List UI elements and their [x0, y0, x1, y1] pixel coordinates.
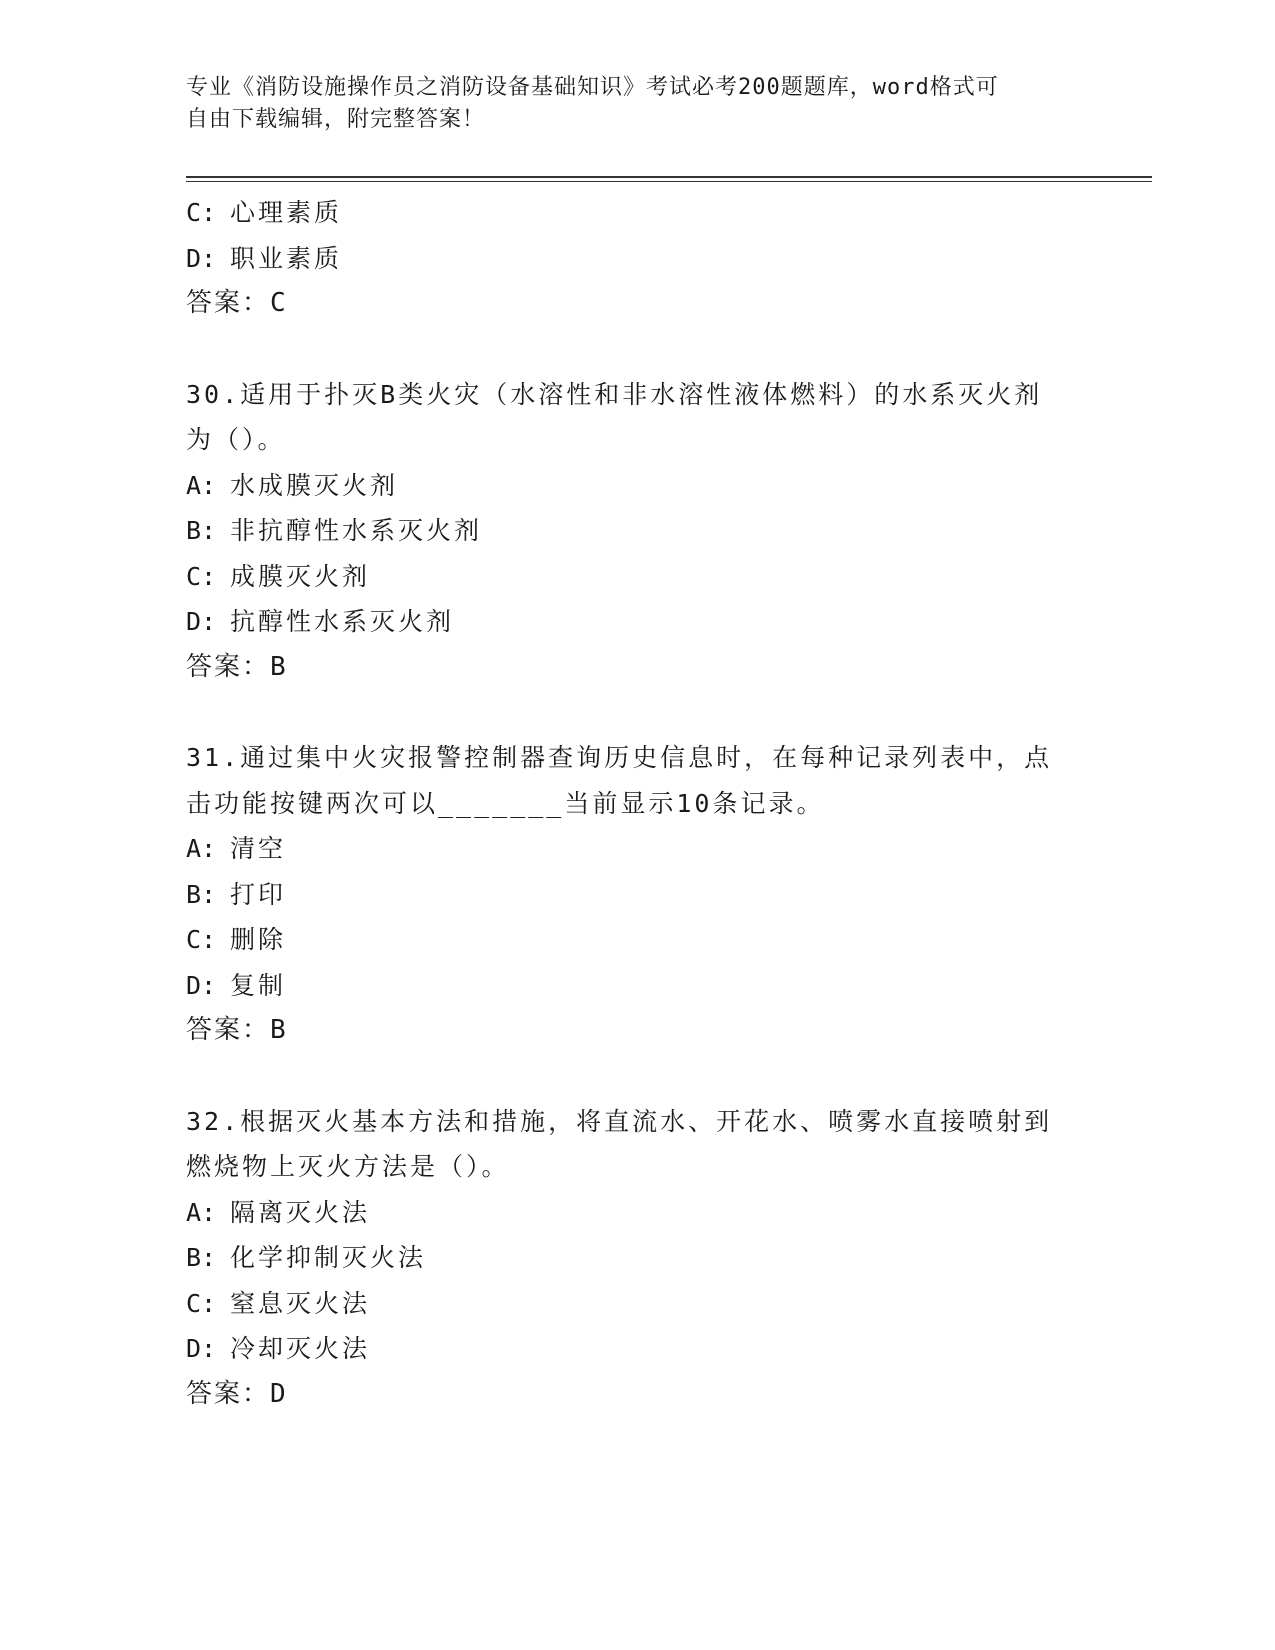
option-key: C: — [186, 198, 217, 227]
option-d — [186, 1326, 1086, 1372]
option-text: 非抗醇性水系灭火剂 — [230, 516, 483, 545]
question-text — [186, 372, 1086, 463]
document-header — [186, 72, 1066, 136]
option-text: 清空 — [230, 834, 287, 863]
option-text: 删除 — [230, 925, 287, 954]
option-text: 隔离灭火法 — [230, 1197, 371, 1227]
option-text: 打印 — [230, 879, 287, 909]
option-text: 职业素质 — [230, 243, 343, 273]
option-key: D: — [186, 607, 217, 636]
question-31 — [186, 735, 1086, 1054]
option-key: A: — [186, 834, 217, 863]
option-key: C: — [186, 561, 217, 591]
question-text-line-1: 30.适用于扑灭B类火灾（水溶性和非水溶性液体燃料）的水系灭火剂 — [186, 379, 1043, 409]
option-d — [186, 599, 1086, 645]
option-text: 窒息灭火法 — [230, 1288, 371, 1318]
answer-line: 答案：B — [186, 1015, 288, 1045]
question-30 — [186, 372, 1086, 691]
option-key: D: — [186, 970, 217, 1000]
answer-line: 答案：D — [186, 1378, 288, 1409]
question-text-line-2: 为（）。 — [186, 425, 286, 454]
option-b — [186, 872, 1086, 918]
option-c — [186, 917, 1086, 963]
question-text-line-1: 32.根据灭火基本方法和措施，将直流水、开花水、喷雾水直接喷射到 — [186, 1106, 1053, 1136]
header-line-2: 自由下载编辑，附完整答案！ — [186, 107, 486, 132]
option-text: 冷却灭火法 — [230, 1334, 371, 1363]
option-text: 复制 — [230, 970, 287, 1000]
question-text — [186, 735, 1086, 826]
carryover-question — [186, 190, 1086, 327]
option-key: A: — [186, 1197, 217, 1227]
option-key: B: — [186, 879, 217, 909]
answer-line: 答案：B — [186, 651, 288, 682]
header-line-1: 专业《消防设施操作员之消防设备基础知识》考试必考200题题库，word格式可 — [186, 75, 999, 100]
option-key: C: — [186, 925, 217, 954]
option-a — [186, 1190, 1086, 1236]
question-text — [186, 1099, 1086, 1190]
option-d — [186, 236, 1086, 282]
question-text-line-2: 燃烧物上灭火方法是（）。 — [186, 1152, 510, 1181]
option-a — [186, 826, 1086, 872]
option-key: A: — [186, 470, 217, 500]
answer-line: 答案：C — [186, 288, 288, 318]
option-text: 心理素质 — [230, 198, 343, 227]
question-32 — [186, 1099, 1086, 1418]
option-c — [186, 1281, 1086, 1327]
option-c — [186, 554, 1086, 600]
option-key: B: — [186, 516, 217, 545]
option-c — [186, 190, 1086, 236]
header-divider-thin — [186, 181, 1152, 182]
option-text: 成膜灭火剂 — [230, 561, 371, 591]
question-text-line-1: 31.通过集中火灾报警控制器查询历史信息时，在每种记录列表中，点 — [186, 743, 1053, 772]
option-key: B: — [186, 1243, 217, 1272]
question-text-line-2: 击功能按键两次可以_______当前显示10条记录。 — [186, 788, 825, 818]
option-b — [186, 508, 1086, 554]
option-text: 化学抑制灭火法 — [230, 1243, 427, 1272]
option-key: C: — [186, 1288, 217, 1318]
option-key: D: — [186, 243, 217, 273]
option-key: D: — [186, 1334, 217, 1363]
option-text: 水成膜灭火剂 — [230, 470, 399, 500]
header-divider-thick — [186, 176, 1152, 178]
option-text: 抗醇性水系灭火剂 — [230, 607, 455, 636]
option-d — [186, 963, 1086, 1009]
option-a — [186, 463, 1086, 509]
question-list — [186, 190, 1086, 1417]
option-b — [186, 1235, 1086, 1281]
